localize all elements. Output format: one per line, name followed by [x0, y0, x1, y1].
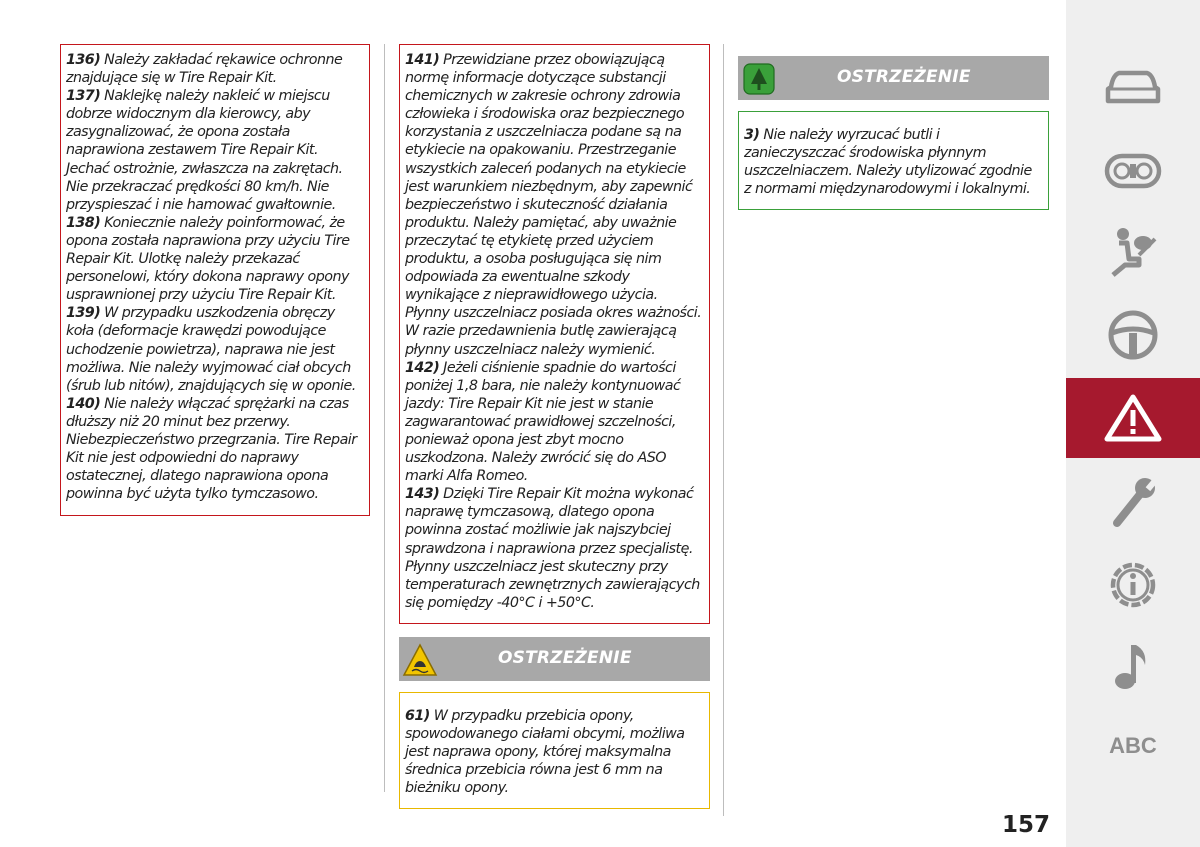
info-gear-icon	[1106, 558, 1160, 612]
chapter-tab-car[interactable]	[1066, 52, 1200, 122]
page-number: 157	[1001, 812, 1050, 838]
chapter-tab-dashboard[interactable]	[1066, 137, 1200, 207]
warning-box-2	[399, 692, 710, 809]
chapter-tab-safety[interactable]	[1066, 216, 1200, 286]
airbag-seat-icon	[1105, 225, 1161, 277]
note-140: 140) Nie należy włączać sprężarki na czas dłuższy niż 20 minut bez przerwy. Niebezpieczeństwo przegrzania. Tire Repair Kit nie jest odpowiedni do naprawy ostatecznej, dlatego naprawiona opona powinna być użyta tylko tymczasowo.	[66, 395, 357, 503]
note-143: 143) Dzięki Tire Repair Kit można wykonać naprawę tymczasową, dlatego opona powinna zostać możliwie jak najszybciej sprawdzona i naprawiona przez specjalistę. Płynny uszczelniacz jest skuteczny przy temperaturach zewnętrznych zawierających się pomiędzy -40°C i +50°C.	[405, 486, 700, 611]
chapter-tab-multimedia[interactable]	[1066, 631, 1200, 701]
slippery-road-warning-icon	[402, 643, 438, 677]
notes-box-1	[60, 44, 370, 516]
note-138: 138) Koniecznie należy poinformować, że opona została naprawiona przy użyciu Tire Repair Kit. Ulotkę należy przekazać personelowi, który dokona naprawy opony usprawnionej przy użyciu Tire Repair Kit.	[66, 214, 350, 304]
chapter-tab-emergency[interactable]	[1066, 378, 1200, 458]
note-141: 141) Przewidziane przez obowiązującą normę informacje dotyczące substancji chemicznych w zakresie ochrony zdrowia człowieka i środowiska oraz bezpiecznego korzystania z uszczelniacza podane są na etykiecie na opakowaniu. Przestrzeganie wszystkich zaleceń podanych na etykiecie jest warunkiem niezbędnym, aby zapewnić bezpieczeństwo i skuteczność działania produktu. Należy pamiętać, aby uważnie przeczytać tę etykietę przed użyciem produktu, a osoba posługująca się nim odpowiada za ewentualne szkody wynikające z nieprawidłowego użycia. Płynny uszczelniacz posiada okres ważności. W razie przedawnienia butlę zawierającą płynny uszczelniacz należy wymienić.	[405, 52, 702, 358]
chapter-tab-technical-data[interactable]	[1066, 550, 1200, 620]
notes-box-2	[399, 44, 710, 624]
chapter-tab-driving[interactable]	[1066, 300, 1200, 370]
warning-61: 61) W przypadku przebicia opony, spowodowanego ciałami obcymi, możliwa jest naprawa opony, której maksymalna średnica przebicia równa jest 6 mm na bieżniku opony.	[405, 708, 685, 797]
note-139: 139) W przypadku uszkodzenia obręczy koła (deformacje krawędzi powodujące uchodzenie powietrza), naprawa nie jest możliwa. Nie należy wyjmować ciał obcych (śrub lub nitów), znajdujących się w oponie.	[66, 305, 356, 394]
warning-triangle-icon	[1104, 393, 1162, 443]
note-136: 136) Należy zakładać rękawice ochronne znajdujące się w Tire Repair Kit.	[66, 52, 343, 87]
chapter-tab-index[interactable]: ABC	[1109, 733, 1157, 758]
dashboard-icon	[1104, 152, 1162, 192]
car-icon	[1103, 65, 1163, 109]
warning-header-3	[738, 56, 1049, 100]
music-note-icon	[1111, 639, 1155, 693]
warning-header-2	[399, 637, 710, 681]
steering-wheel-icon	[1107, 309, 1159, 361]
warning-title-3: OSTRZEŻENIE	[837, 67, 971, 87]
warning-box-3	[738, 111, 1049, 210]
wrench-icon	[1107, 473, 1159, 529]
chapter-tab-maintenance[interactable]	[1066, 466, 1200, 536]
column-divider-1	[384, 44, 385, 792]
warning-3: 3) Nie należy wyrzucać butli i zanieczyszczać środowiska płynnym uszczelniaczem. Należy utylizować zgodnie z normami międzynarodowymi i lokalnymi.	[744, 127, 1032, 198]
warning-title-2: OSTRZEŻENIE	[498, 648, 632, 668]
column-divider-2	[723, 44, 724, 816]
note-142: 142) Jeżeli ciśnienie spadnie do wartości poniżej 1,8 bara, nie należy kontynuować jazdy: Tire Repair Kit nie jest w stanie zagwarantować prawidłowej szczelności, ponieważ opona jest zbyt mocno uszkodzona. Należy zwrócić się do ASO marki Alfa Romeo.	[405, 359, 681, 485]
note-137: 137) Naklejkę należy nakleić w miejscu dobrze widocznym dla kierowcy, aby zasygnalizować, że opona została naprawiona zestawem Tire Repair Kit. Jechać ostrożnie, zwłaszcza na zakrętach. Nie przekraczać prędkości 80 km/h. Nie przyspieszać i nie hamować gwałtownie.	[66, 88, 343, 213]
environment-tree-icon	[741, 62, 777, 96]
